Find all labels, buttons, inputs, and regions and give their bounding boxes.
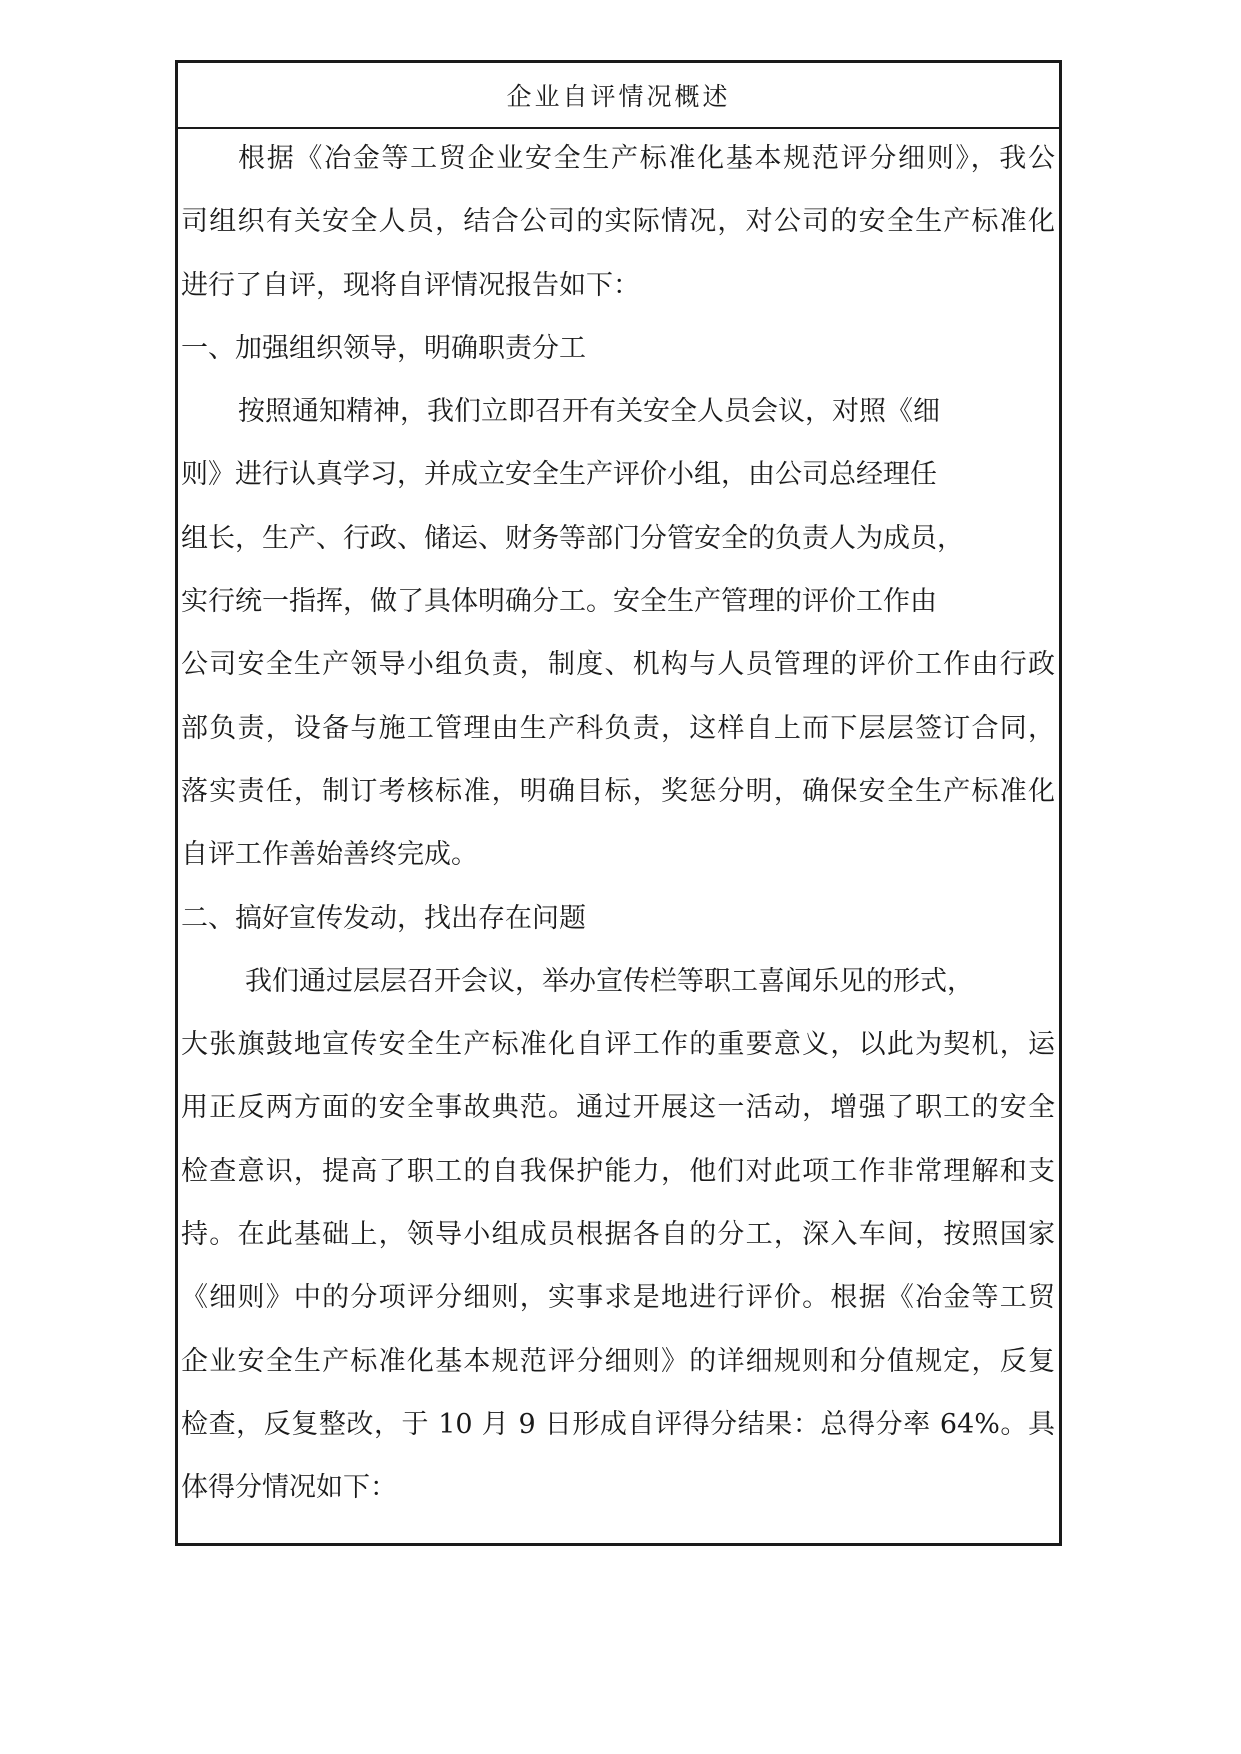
paragraph-line: 进行了自评，现将自评情况报告如下： (181, 269, 640, 301)
paragraph-line: 用正反两方面的安全事故典范。通过开展这一活动，增强了职工的安全 (181, 1092, 1055, 1124)
form-body (178, 127, 1059, 1520)
paragraph-line: 司组织有关安全人员，结合公司的实际情况，对公司的安全生产标准化 (181, 206, 1055, 238)
paragraph-line: 我们通过层层召开会议，举办宣传栏等职工喜闻乐见的形式， (245, 965, 974, 997)
paragraph-line: 按照通知精神，我们立即召开有关安全人员会议，对照《细 (238, 396, 940, 428)
paragraph-line: 实行统一指挥，做了具体明确分工。安全生产管理的评价工作由 (181, 586, 937, 618)
paragraph-line: 持。在此基础上，领导小组成员根据各自的分工，深入车间，按照国家 (181, 1219, 1055, 1251)
section-heading: 一、加强组织领导，明确职责分工 (181, 332, 586, 364)
paragraph-line: 根据《冶金等工贸企业安全生产标准化基本规范评分细则》，我公 (238, 143, 1055, 174)
self-assessment-form (175, 60, 1062, 1546)
paragraph-line: 公司安全生产领导小组负责，制度、机构与人员管理的评价工作由行政 (181, 649, 1055, 681)
paragraph-line: 组长，生产、行政、储运、财务等部门分管安全的负责人为成员， (181, 522, 964, 554)
paragraph-line: 自评工作善始善终完成。 (181, 839, 478, 871)
paragraph-line: 《细则》中的分项评分细则，实事求是地进行评价。根据《冶金等工贸 (181, 1282, 1055, 1314)
paragraph-line: 部负责，设备与施工管理由生产科负责，这样自上而下层层签订合同， (181, 712, 1055, 744)
form-title: 企业自评情况概述 (178, 63, 1059, 129)
paragraph-line: 则》进行认真学习，并成立安全生产评价小组，由公司总经理任 (181, 459, 937, 491)
paragraph-line: 检查，反复整改，于 10 月 9 日形成自评得分结果：总得分率 64%。具 (181, 1408, 1055, 1440)
paragraph-line: 企业安全生产标准化基本规范评分细则》的详细规则和分值规定，反复 (181, 1345, 1055, 1377)
section-heading: 二、搞好宣传发动，找出存在问题 (181, 902, 586, 934)
paragraph-line: 大张旗鼓地宣传安全生产标准化自评工作的重要意义，以此为契机，运 (181, 1029, 1055, 1061)
paragraph-line: 落实责任，制订考核标准，明确目标，奖惩分明，确保安全生产标准化 (181, 775, 1055, 807)
paragraph-line: 检查意识，提高了职工的自我保护能力，他们对此项工作非常理解和支 (181, 1155, 1055, 1187)
paragraph-line: 体得分情况如下： (181, 1472, 397, 1504)
